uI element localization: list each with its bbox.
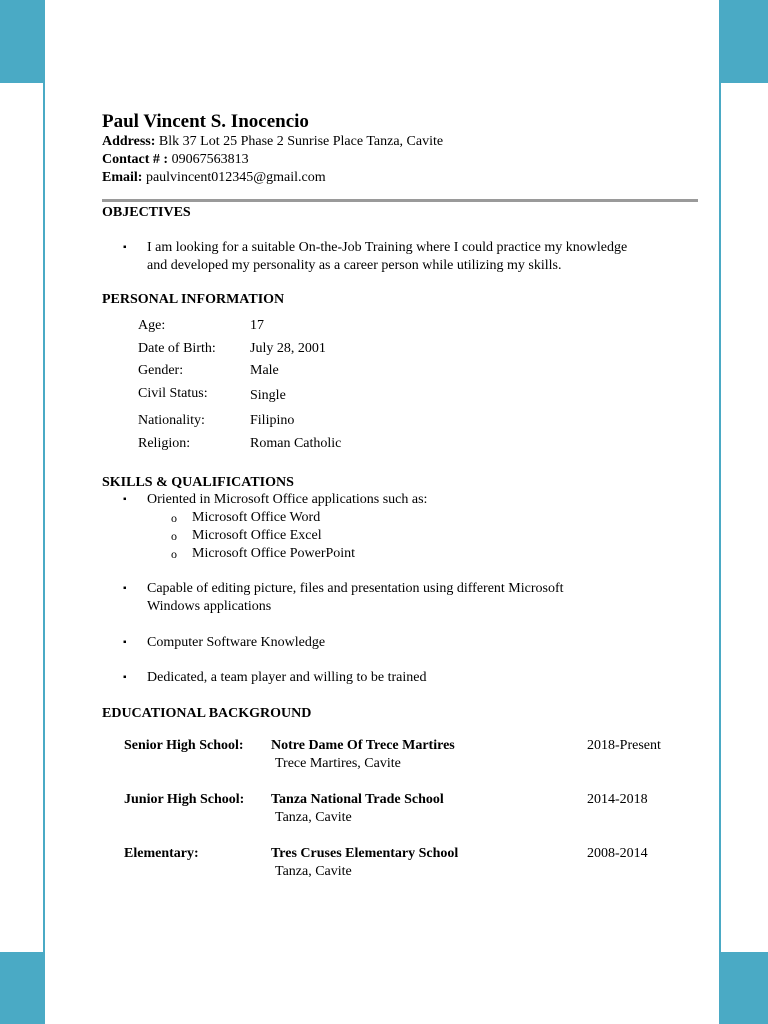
skill-subitem-powerpoint: Microsoft Office PowerPoint [192, 546, 356, 561]
skill-item-office: Oriented in Microsoft Office applications such as: [147, 492, 428, 507]
circle-bullet-icon: o [171, 529, 177, 543]
edu-school-junior-high: Tanza National Trade School [271, 792, 444, 807]
edu-school-elementary: Tres Cruses Elementary School [271, 846, 459, 861]
gender-value: Male [250, 363, 279, 378]
skill-item-dedicated: Dedicated, a team player and willing to be trained [147, 670, 427, 685]
education-heading: EDUCATIONAL BACKGROUND [102, 706, 312, 721]
civil-status-value: Single [250, 388, 286, 403]
square-bullet-icon: ▪ [123, 637, 127, 648]
contact-label: Contact # : [102, 152, 169, 167]
civil-status-label: Civil Status: [138, 386, 208, 401]
skill-item-editing-line-1: Capable of editing picture, files and presentation using different Microsoft [147, 581, 564, 596]
circle-bullet-icon: o [171, 547, 177, 561]
skill-item-editing-line-2: Windows applications [147, 599, 272, 614]
address-line [102, 134, 443, 150]
edu-level-junior-high: Junior High School: [124, 792, 245, 807]
age-label: Age: [138, 318, 166, 333]
applicant-name: Paul Vincent S. Inocencio [102, 111, 309, 132]
square-bullet-icon: ▪ [123, 494, 127, 505]
religion-label: Religion: [138, 436, 191, 451]
right-gutter [710, 0, 719, 1024]
edu-years-elementary: 2008-2014 [587, 846, 648, 861]
edu-years-junior-high: 2014-2018 [587, 792, 648, 807]
edu-years-senior-high: 2018-Present [587, 738, 661, 753]
email-value: paulvincent012345@gmail.com [145, 170, 326, 185]
right-frame-line [719, 0, 721, 1024]
religion-value: Roman Catholic [250, 436, 342, 451]
dob-value: July 28, 2001 [250, 341, 326, 356]
edu-location-elementary: Tanza, Cavite [275, 864, 352, 879]
skills-heading: SKILLS & QUALIFICATIONS [102, 475, 294, 490]
skill-subitem-excel: Microsoft Office Excel [192, 528, 322, 543]
objective-text-line-1: I am looking for a suitable On-the-Job Training where I could practice my knowledge [147, 240, 628, 255]
address-value: Blk 37 Lot 25 Phase 2 Sunrise Place Tanza, Cavite [158, 134, 444, 149]
email-label: Email: [102, 170, 143, 185]
edu-level-elementary: Elementary: [124, 846, 199, 861]
square-bullet-icon: ▪ [123, 583, 127, 594]
objectives-heading: OBJECTIVES [102, 205, 191, 220]
objective-text-line-2: and developed my personality as a career person while utilizing my skills. [147, 258, 562, 273]
nationality-label: Nationality: [138, 413, 205, 428]
header-divider [102, 199, 698, 202]
edu-location-junior-high: Tanza, Cavite [275, 810, 352, 825]
square-bullet-icon: ▪ [123, 672, 127, 683]
age-value: 17 [250, 318, 264, 333]
left-gutter [45, 0, 57, 1024]
address-label: Address: [102, 134, 156, 149]
gender-label: Gender: [138, 363, 184, 378]
contact-line [102, 152, 249, 168]
contact-value: 09067563813 [171, 152, 249, 167]
dob-label: Date of Birth: [138, 341, 216, 356]
left-frame-line [43, 0, 45, 1024]
nationality-value: Filipino [250, 413, 295, 428]
email-line [102, 170, 326, 186]
edu-level-senior-high: Senior High School: [124, 738, 244, 753]
edu-location-senior-high: Trece Martires, Cavite [275, 756, 401, 771]
square-bullet-icon: ▪ [123, 242, 127, 253]
personal-info-heading: PERSONAL INFORMATION [102, 292, 285, 307]
skill-item-software: Computer Software Knowledge [147, 635, 326, 650]
edu-school-senior-high: Notre Dame Of Trece Martires [271, 738, 455, 753]
circle-bullet-icon: o [171, 511, 177, 525]
skill-subitem-word: Microsoft Office Word [192, 510, 321, 525]
